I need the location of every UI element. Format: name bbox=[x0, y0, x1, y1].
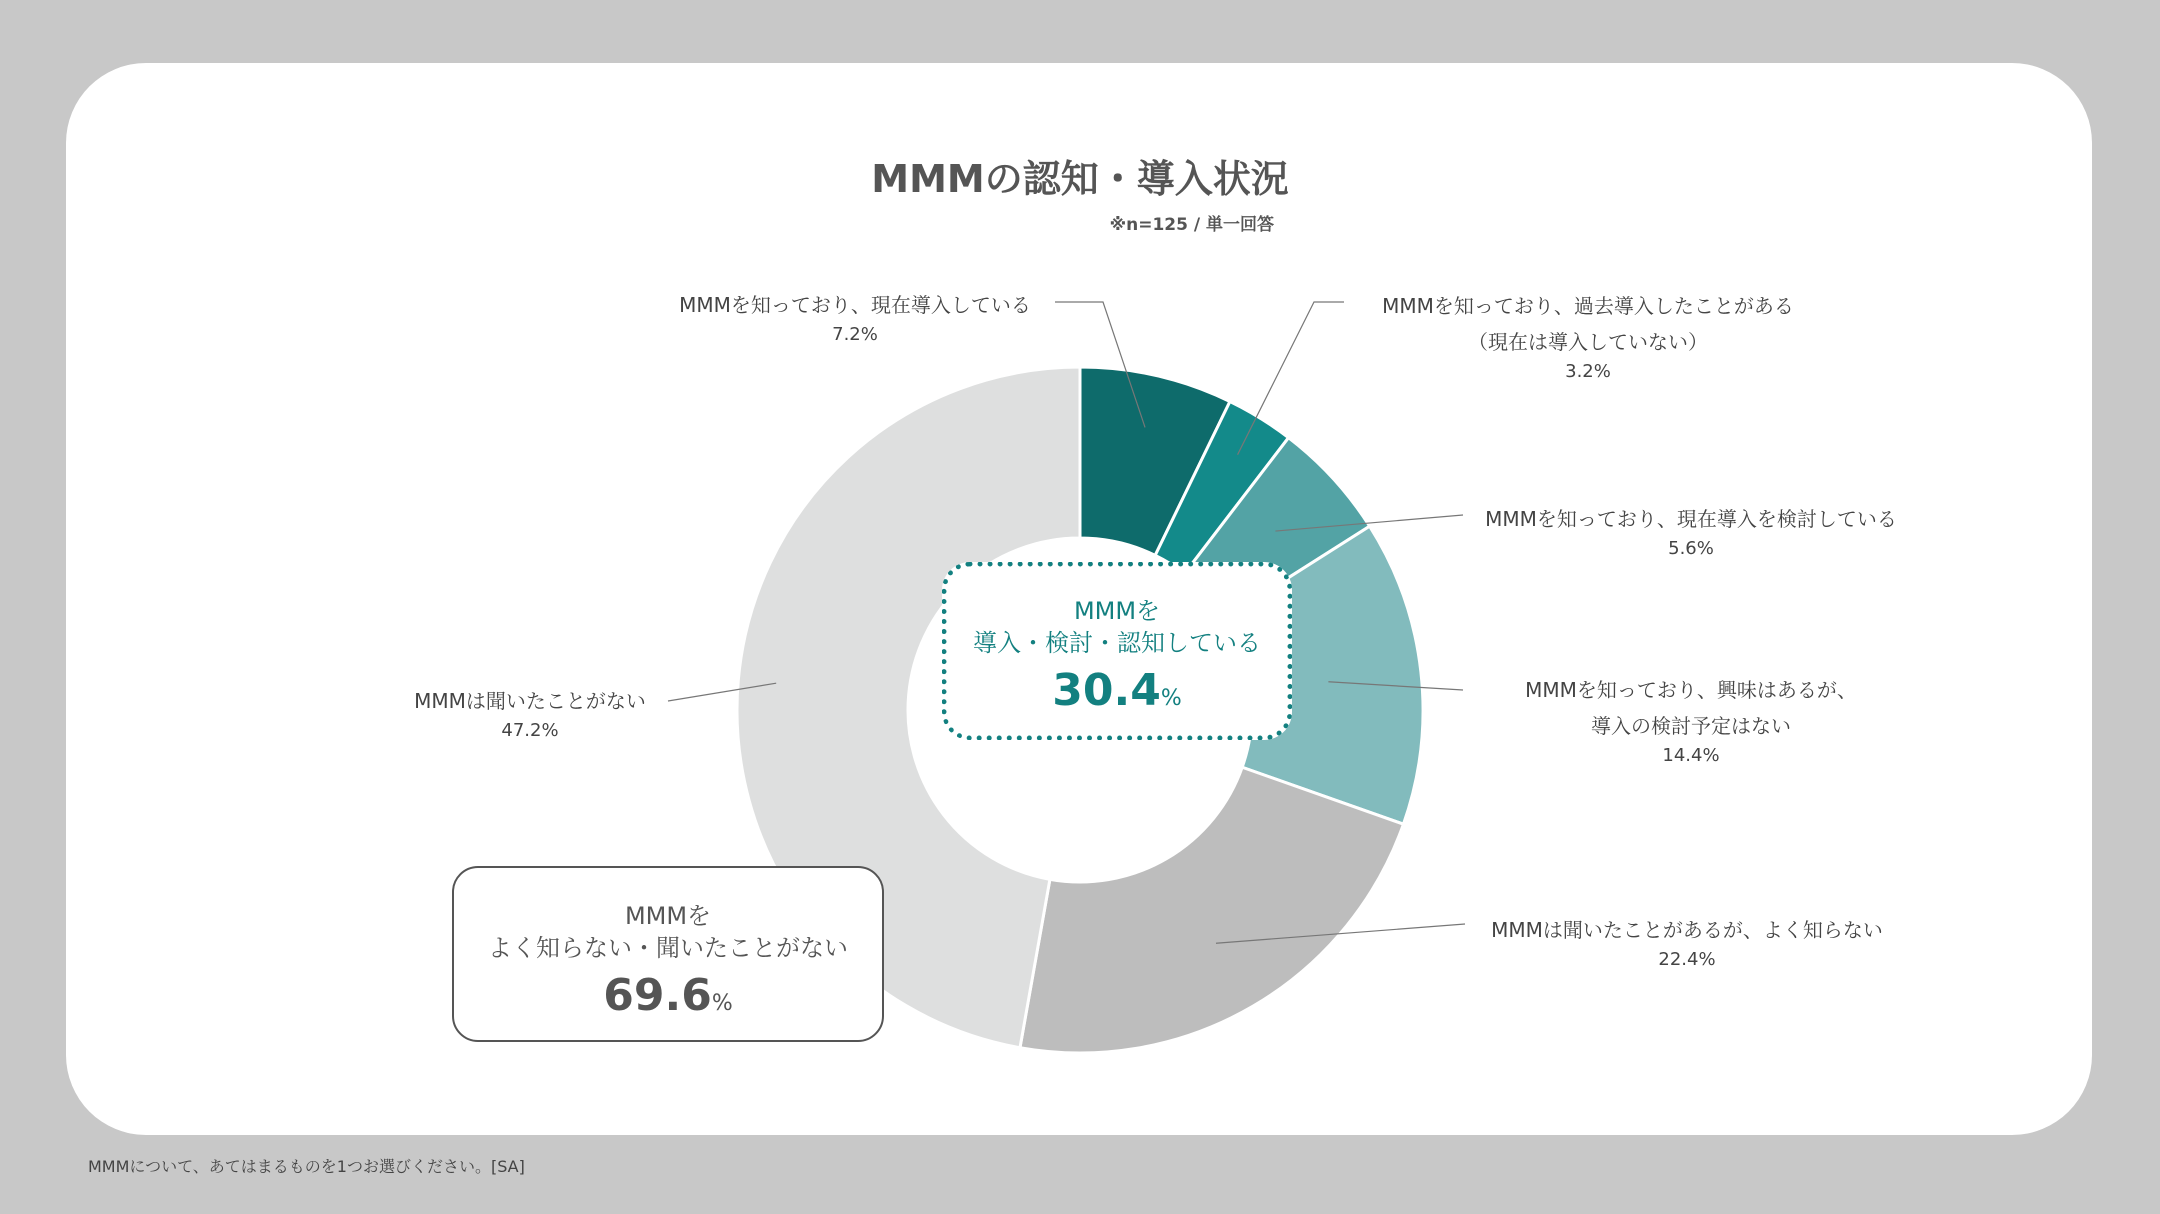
chart-subtitle: ※n=125 / 単一回答 bbox=[1109, 215, 1274, 235]
unaware-callout-line1: MMMを bbox=[624, 902, 712, 930]
slice-pct-2: 5.6% bbox=[1668, 538, 1714, 559]
unaware-callout-value: 69.6 bbox=[603, 970, 712, 1021]
slice-label-2: MMMを知っており、現在導入を検討している 5.6% bbox=[1466, 504, 1916, 564]
aware-callout-line1: MMMを bbox=[1073, 597, 1161, 625]
slice-label-4: MMMは聞いたことがあるが、よく知らない 22.4% bbox=[1457, 915, 1917, 975]
slice-pct-4: 22.4% bbox=[1658, 949, 1716, 970]
slice-pct-0: 7.2% bbox=[832, 324, 878, 345]
unaware-callout-line2: よく知らない・聞いたことがない bbox=[488, 934, 848, 962]
aware-callout-unit: % bbox=[1160, 686, 1182, 711]
footnote: MMMについて、あてはまるものを1つお選びください。[SA] bbox=[88, 1157, 525, 1176]
slice-pct-1: 3.2% bbox=[1565, 361, 1611, 382]
slice-label-1: MMMを知っており、過去導入したことがある （現在は導入していない） 3.2% bbox=[1338, 291, 1838, 387]
unaware-callout bbox=[452, 866, 884, 1042]
unaware-callout-unit: % bbox=[711, 991, 733, 1016]
aware-callout-value: 30.4 bbox=[1052, 665, 1161, 716]
slice-label-3: MMMを知っており、興味はあるが、 導入の検討予定はない 14.4% bbox=[1466, 675, 1916, 771]
aware-callout-line2: 導入・検討・認知している bbox=[973, 629, 1261, 657]
chart-title: MMMの認知・導入状況 bbox=[871, 157, 1289, 201]
slice-pct-3: 14.4% bbox=[1662, 745, 1720, 766]
slice-label-0: MMMを知っており、現在導入している 7.2% bbox=[655, 290, 1055, 350]
aware-callout bbox=[942, 562, 1292, 740]
slice-label-5: MMMは聞いたことがない 47.2% bbox=[380, 686, 680, 746]
donut-slice-4 bbox=[1020, 767, 1403, 1053]
slice-pct-5: 47.2% bbox=[501, 720, 559, 741]
